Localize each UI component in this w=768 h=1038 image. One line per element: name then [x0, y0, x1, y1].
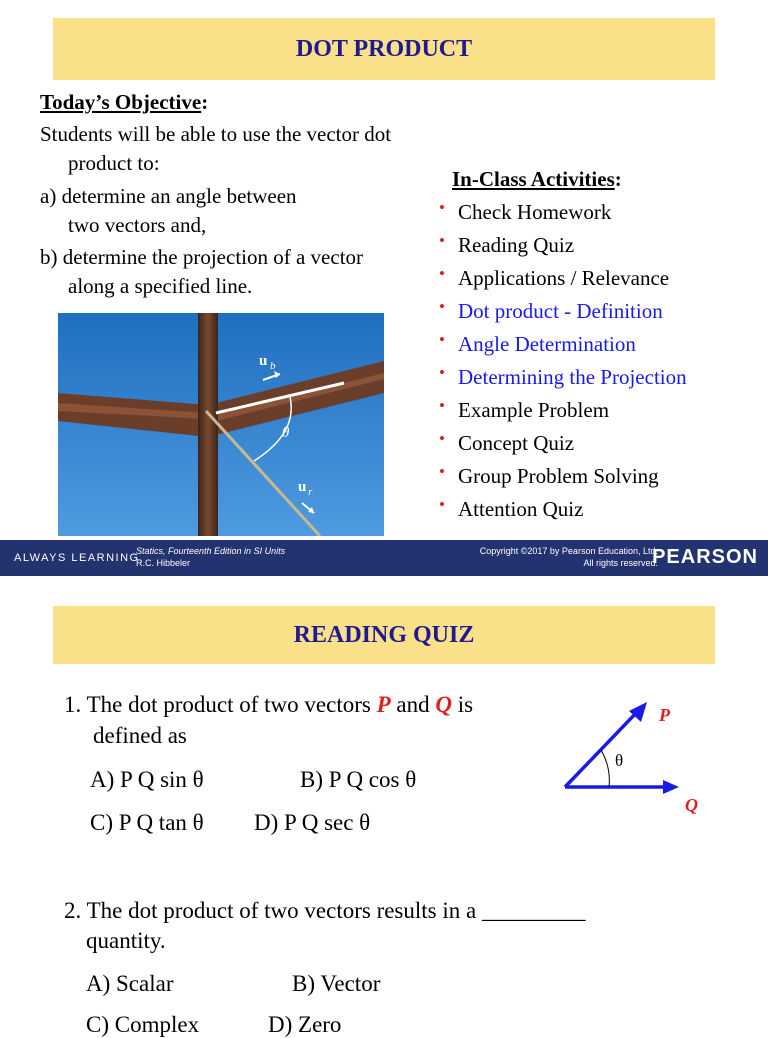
slide1-title-banner — [53, 18, 715, 80]
activities-heading-colon: : — [614, 167, 622, 191]
activity-item — [439, 263, 687, 296]
activity-item — [439, 428, 687, 461]
activity-label: Determining the Projection — [458, 365, 687, 389]
activity-label: Concept Quiz — [458, 431, 575, 455]
footer-copyright: Copyright ©2017 by Pearson Education, Ltd. — [479, 546, 658, 556]
activity-item — [439, 395, 687, 428]
activities-list — [439, 197, 687, 527]
q2-option-c: C) Complex — [86, 1012, 200, 1037]
activity-item — [439, 362, 687, 395]
activity-label: Check Homework — [458, 200, 612, 224]
q1-line-2: defined as — [93, 723, 187, 748]
vector-angle-diagram — [555, 695, 715, 825]
q1-line-1 — [64, 692, 473, 718]
footer-book-title: Statics, Fourteenth Edition in SI Units — [136, 546, 286, 556]
activity-label: Dot product - Definition — [458, 299, 663, 323]
slide1-title: DOT PRODUCT — [295, 35, 473, 62]
q2-option-a: A) Scalar — [86, 971, 174, 996]
bullet-dot-icon: • — [439, 462, 445, 481]
ub-subscript: b — [270, 360, 276, 372]
footer-rights: All rights reserved. — [583, 558, 658, 568]
q1-suffix: is — [451, 692, 474, 717]
q1-p: P — [376, 692, 391, 717]
steel-column — [198, 313, 218, 536]
activity-label: Attention Quiz — [458, 497, 584, 521]
ub-label: u — [259, 353, 268, 369]
bullet-dot-icon: • — [439, 429, 445, 448]
q1-option-c: C) P Q tan θ — [90, 810, 204, 835]
q1-q: Q — [435, 692, 452, 717]
slide2-title: READING QUIZ — [293, 621, 475, 648]
objective-heading-text: Today’s Objective — [40, 90, 202, 114]
q2-line-2: quantity. — [86, 928, 166, 953]
objective-line-4: two vectors and, — [68, 213, 207, 237]
activity-item — [439, 296, 687, 329]
objective-line-1: Students will be able to use the vector dot — [40, 122, 392, 146]
slide2-title-banner — [53, 606, 715, 664]
activity-label: Group Problem Solving — [458, 464, 659, 488]
bullet-dot-icon: • — [439, 330, 445, 349]
q1-option-d: D) P Q sec θ — [254, 810, 371, 835]
activity-item — [439, 329, 687, 362]
q1-option-b: B) P Q cos θ — [300, 767, 417, 792]
activities-heading — [452, 167, 622, 192]
q-arrowhead-icon — [663, 780, 679, 794]
ur-label: u — [298, 479, 307, 495]
activity-label: Reading Quiz — [458, 233, 575, 257]
photo-theta-label: θ — [282, 425, 290, 441]
objective-line-3: a) determine an angle between — [40, 184, 297, 208]
bullet-dot-icon: • — [439, 363, 445, 382]
bullet-dot-icon: • — [439, 495, 445, 514]
footer-author: R.C. Hibbeler — [136, 558, 191, 568]
activity-item — [439, 230, 687, 263]
q2-option-d: D) Zero — [268, 1012, 342, 1037]
slide-footer — [0, 540, 768, 576]
theta-arc — [601, 750, 609, 787]
q1-and: and — [390, 692, 436, 717]
objective-heading — [40, 90, 208, 115]
activity-item — [439, 197, 687, 230]
objective-heading-colon: : — [201, 90, 209, 114]
steel-beam-photo — [58, 313, 384, 536]
objective-line-5: b) determine the projection of a vector — [40, 245, 364, 269]
objective-line-2: product to: — [68, 151, 160, 175]
pearson-logo: PEARSON — [652, 546, 758, 568]
q2-option-b: B) Vector — [292, 971, 381, 996]
objective-line-6: along a specified line. — [68, 274, 253, 298]
activity-label: Angle Determination — [458, 332, 636, 356]
q1-prefix: 1. The dot product of two vectors — [64, 692, 377, 717]
q-label: Q — [685, 795, 698, 815]
bullet-dot-icon: • — [439, 297, 445, 316]
activity-label: Example Problem — [458, 398, 610, 422]
footer-tagline: ALWAYS LEARNING — [14, 552, 140, 564]
bullet-dot-icon: • — [439, 396, 445, 415]
activity-item — [439, 461, 687, 494]
activity-label: Applications / Relevance — [458, 266, 670, 290]
q2-line-1: 2. The dot product of two vectors results in a _________ — [64, 898, 586, 923]
q1-option-a: A) P Q sin θ — [90, 767, 204, 792]
diagram-theta-label: θ — [615, 751, 624, 770]
bullet-dot-icon: • — [439, 198, 445, 217]
activities-heading-text: In-Class Activities — [452, 167, 615, 191]
bullet-dot-icon: • — [439, 231, 445, 250]
p-label: P — [659, 705, 670, 725]
activity-item — [439, 494, 687, 527]
p-vector-line — [565, 709, 640, 787]
bullet-dot-icon: • — [439, 264, 445, 283]
ur-subscript: r — [308, 486, 313, 498]
